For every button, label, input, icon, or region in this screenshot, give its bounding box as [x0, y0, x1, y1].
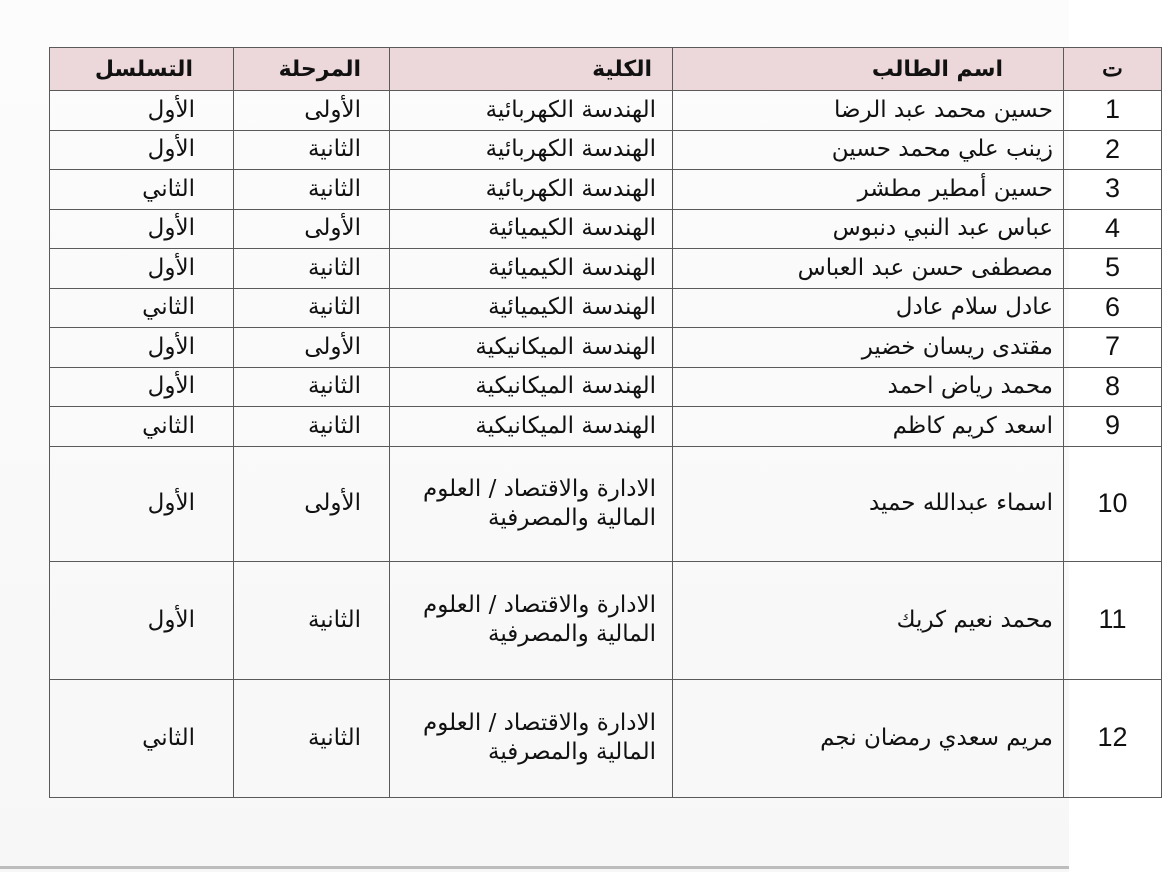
header-student-name: اسم الطالب — [673, 48, 1064, 91]
cell-college: الادارة والاقتصاد / العلوم المالية والمصرفية — [390, 679, 673, 797]
table-body — [50, 91, 1162, 798]
cell-student-name: عادل سلام عادل — [673, 288, 1064, 328]
cell-college: الادارة والاقتصاد / العلوم المالية والمصرفية — [390, 446, 673, 561]
cell-sequence: الأول — [50, 249, 234, 289]
cell-sequence: الأول — [50, 561, 234, 679]
table-row — [50, 679, 1162, 797]
cell-sequence: الثاني — [50, 288, 234, 328]
cell-student-name: مريم سعدي رمضان نجم — [673, 679, 1064, 797]
cell-stage: الثانية — [234, 249, 390, 289]
cell-sequence: الأول — [50, 91, 234, 131]
cell-number: 3 — [1064, 170, 1162, 210]
students-table — [49, 47, 1162, 798]
table-row — [50, 170, 1162, 210]
cell-college: الهندسة الميكانيكية — [390, 328, 673, 368]
cell-number: 8 — [1064, 367, 1162, 407]
cell-stage: الثانية — [234, 170, 390, 210]
cell-number: 11 — [1064, 561, 1162, 679]
table-row — [50, 407, 1162, 447]
cell-number: 7 — [1064, 328, 1162, 368]
cell-stage: الثانية — [234, 367, 390, 407]
table-row — [50, 288, 1162, 328]
cell-college: الهندسة الكهربائية — [390, 91, 673, 131]
cell-number: 9 — [1064, 407, 1162, 447]
cell-sequence: الثاني — [50, 170, 234, 210]
cell-college: الهندسة الميكانيكية — [390, 367, 673, 407]
cell-stage: الأولى — [234, 209, 390, 249]
cell-student-name: محمد نعيم كريك — [673, 561, 1064, 679]
table-row — [50, 130, 1162, 170]
cell-sequence: الثاني — [50, 407, 234, 447]
cell-sequence: الأول — [50, 446, 234, 561]
header-number: ت — [1064, 48, 1162, 91]
cell-stage: الثانية — [234, 407, 390, 447]
cell-stage: الأولى — [234, 446, 390, 561]
cell-stage: الثانية — [234, 561, 390, 679]
cell-student-name: مصطفى حسن عبد العباس — [673, 249, 1064, 289]
cell-college: الهندسة الكيميائية — [390, 288, 673, 328]
header-stage: المرحلة — [234, 48, 390, 91]
cell-college: الهندسة الميكانيكية — [390, 407, 673, 447]
cell-college: الهندسة الكيميائية — [390, 209, 673, 249]
cell-college: الهندسة الكيميائية — [390, 249, 673, 289]
cell-student-name: محمد رياض احمد — [673, 367, 1064, 407]
cell-student-name: حسين أمطير مطشر — [673, 170, 1064, 210]
table-row — [50, 209, 1162, 249]
cell-stage: الأولى — [234, 91, 390, 131]
cell-stage: الثانية — [234, 288, 390, 328]
cell-college: الهندسة الكهربائية — [390, 170, 673, 210]
cell-sequence: الأول — [50, 130, 234, 170]
cell-college: الهندسة الكهربائية — [390, 130, 673, 170]
cell-number: 4 — [1064, 209, 1162, 249]
table-row — [50, 328, 1162, 368]
cell-college: الادارة والاقتصاد / العلوم المالية والمصرفية — [390, 561, 673, 679]
cell-number: 2 — [1064, 130, 1162, 170]
table-row — [50, 249, 1162, 289]
cell-sequence: الأول — [50, 209, 234, 249]
cell-stage: الأولى — [234, 328, 390, 368]
cell-student-name: اسعد كريم كاظم — [673, 407, 1064, 447]
cell-number: 5 — [1064, 249, 1162, 289]
cell-sequence: الأول — [50, 328, 234, 368]
cell-number: 6 — [1064, 288, 1162, 328]
table-row — [50, 561, 1162, 679]
cell-stage: الثانية — [234, 679, 390, 797]
header-sequence: التسلسل — [50, 48, 234, 91]
cell-student-name: حسين محمد عبد الرضا — [673, 91, 1064, 131]
cell-student-name: زينب علي محمد حسين — [673, 130, 1064, 170]
header-college: الكلية — [390, 48, 673, 91]
cell-student-name: عباس عبد النبي دنبوس — [673, 209, 1064, 249]
cell-sequence: الأول — [50, 367, 234, 407]
table-row — [50, 367, 1162, 407]
cell-stage: الثانية — [234, 130, 390, 170]
table-row — [50, 91, 1162, 131]
cell-student-name: مقتدى ريسان خضير — [673, 328, 1064, 368]
bottom-divider — [0, 866, 1069, 869]
cell-number: 12 — [1064, 679, 1162, 797]
table-row — [50, 446, 1162, 561]
table-header-row — [50, 48, 1162, 91]
cell-student-name: اسماء عبدالله حميد — [673, 446, 1064, 561]
cell-number: 10 — [1064, 446, 1162, 561]
cell-sequence: الثاني — [50, 679, 234, 797]
cell-number: 1 — [1064, 91, 1162, 131]
